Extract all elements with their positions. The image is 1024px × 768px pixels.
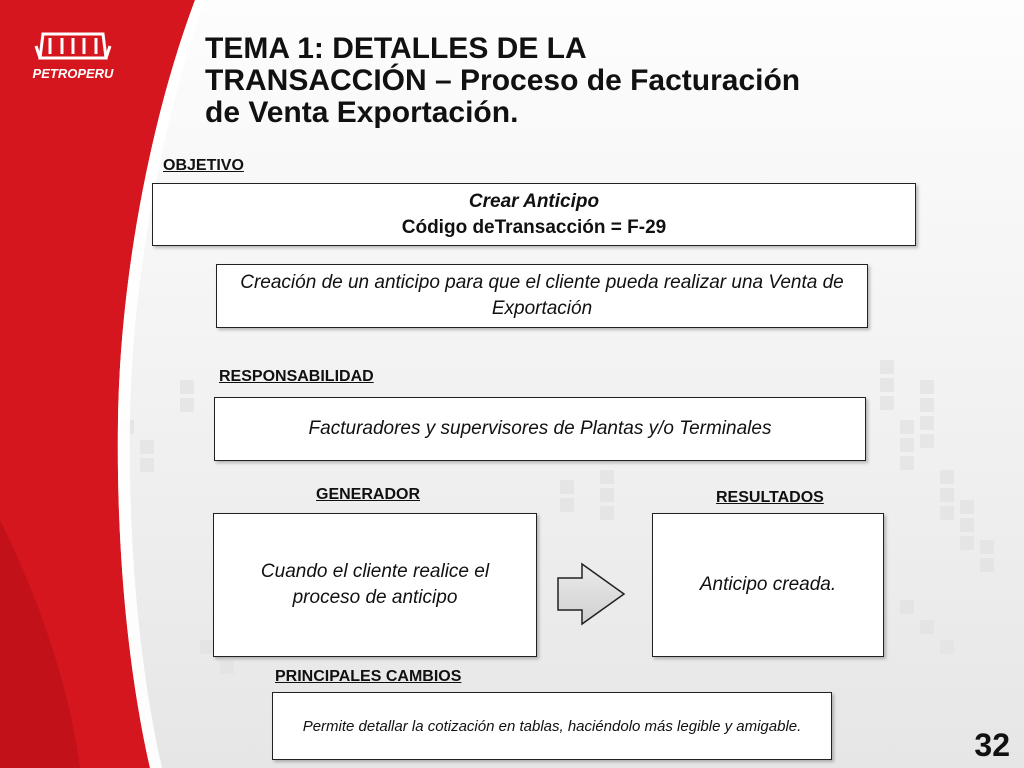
responsabilidad-box	[214, 397, 866, 461]
principales-cambios-label: PRINCIPALES CAMBIOS	[275, 668, 462, 685]
transaction-code: Código deTransacción = F-29	[401, 216, 667, 238]
title-line-2: TRANSACCIÓN – Proceso de Facturación	[205, 64, 801, 97]
resultados-label: RESULTADOS	[716, 489, 824, 506]
generador-label: GENERADOR	[316, 486, 421, 503]
right-arrow-icon	[556, 562, 628, 626]
generador-text: Cuando el cliente realice el proceso de anticipo	[260, 561, 490, 608]
page-title	[205, 33, 905, 129]
principales-cambios-box	[272, 692, 832, 760]
title-line-3: de Venta Exportación.	[205, 96, 519, 129]
objetivo-description: Creación de un anticipo para que el cliente pueda realizar una Venta de Exportación	[240, 272, 844, 319]
objetivo-label: OBJETIVO	[163, 157, 244, 174]
resultados-box	[652, 513, 884, 657]
logo-wordmark: PETROPERU	[32, 66, 114, 81]
generador-box	[213, 513, 537, 657]
petroperu-logo	[18, 28, 128, 88]
responsabilidad-text: Facturadores y supervisores de Plantas y/o Terminales	[308, 418, 772, 439]
principales-cambios-text: Permite detallar la cotización en tablas, haciéndolo más legible y amigable.	[302, 717, 802, 735]
resultados-text: Anticipo creada.	[699, 574, 837, 595]
transaction-box	[152, 183, 916, 246]
transaction-name: Crear Anticipo	[468, 190, 600, 212]
page-number: 32	[974, 727, 1010, 763]
responsabilidad-label: RESPONSABILIDAD	[219, 368, 374, 385]
objetivo-description-box	[216, 264, 868, 328]
title-line-1: TEMA 1: DETALLES DE LA	[205, 32, 587, 65]
